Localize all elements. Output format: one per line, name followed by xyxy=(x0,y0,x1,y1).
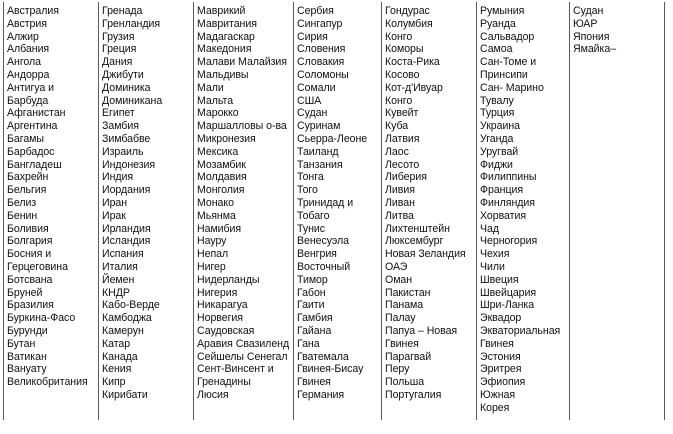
country-list-item: ОАЭ xyxy=(385,260,408,273)
country-list-item: Доминика xyxy=(102,81,151,94)
country-list-item: Папуа – Новая xyxy=(385,324,458,337)
country-list-item: Гайана xyxy=(297,324,332,337)
country-list-item: Гренада xyxy=(102,5,143,17)
country-list-item: Сингапур xyxy=(297,17,343,30)
country-list-item: Замбия xyxy=(102,120,139,133)
country-list-item: Сан- Марино xyxy=(480,81,544,94)
country-list-item: Мексика xyxy=(197,145,239,158)
country-list-item: Сент-Винсент и xyxy=(197,363,274,376)
country-list-item: Мозамбик xyxy=(197,158,246,171)
country-list-item: Тобаго xyxy=(297,209,330,222)
country-list-item: Восточный xyxy=(297,260,351,273)
country-list-item: Коморы xyxy=(385,43,424,56)
country-list-item: Польша xyxy=(385,376,425,389)
country-list-item: Италия xyxy=(102,260,138,273)
country-list-item: Эритрея xyxy=(480,363,522,376)
country-list-item: Суринам xyxy=(297,120,341,133)
country-list-item: Колумбия xyxy=(385,17,433,30)
country-list-item: Молдавия xyxy=(197,171,247,184)
country-list-item: Эфиопия xyxy=(480,376,526,389)
country-list-item: Германия xyxy=(297,388,345,401)
country-list-item: Бразилия xyxy=(7,299,54,312)
country-list-item: Ливан xyxy=(385,196,415,209)
country-list-item: Австрия xyxy=(7,17,47,30)
country-list-item: Гренадины xyxy=(197,376,251,389)
country-list-item: Мальта xyxy=(197,94,234,107)
country-list-item: Македония xyxy=(197,43,252,56)
country-list-item: Швейцария xyxy=(480,286,537,299)
country-list-item: Соломоны xyxy=(297,68,349,81)
country-list-item: Чад xyxy=(480,222,499,235)
country-list-item: Греция xyxy=(102,43,137,56)
country-list-item: Ирак xyxy=(102,209,126,222)
country-list-item: Новая Зеландия xyxy=(385,248,466,261)
country-list-item: КНДР xyxy=(102,286,130,299)
country-list-item: Литва xyxy=(385,209,414,222)
country-list-item: Австралия xyxy=(7,5,59,17)
country-list-item: Гватемала xyxy=(297,350,349,363)
country-list-item: Никарагуа xyxy=(197,299,248,312)
country-list-item: Словакия xyxy=(297,56,345,69)
country-column-1 xyxy=(4,2,99,420)
country-list-item: Джибути xyxy=(102,68,144,81)
country-list-item: Иран xyxy=(102,196,128,209)
country-list-item: Лаос xyxy=(385,145,409,158)
country-list-item: Аргентина xyxy=(7,120,58,133)
country-list-item: Судан xyxy=(573,5,604,17)
country-list-item: Люсия xyxy=(197,388,229,401)
country-list-item: Сербия xyxy=(297,5,334,17)
country-list-item: Бахрейн xyxy=(7,171,49,184)
country-list-item: Куба xyxy=(385,120,409,133)
country-list-item: Намибия xyxy=(197,222,242,235)
country-list-item: Исландия xyxy=(102,235,151,248)
country-list-item: Франция xyxy=(480,184,524,197)
country-list-item: Багамы xyxy=(7,132,44,145)
country-list-item: Монако xyxy=(197,196,234,209)
country-list-item: Израиль xyxy=(102,145,144,158)
country-list-item: Кабо-Верде xyxy=(102,299,160,312)
country-list-item: Гвинея xyxy=(480,337,514,350)
country-list-item: Гвинея xyxy=(297,376,331,389)
country-list-item: Косово xyxy=(385,68,420,81)
country-list-item: Андорра xyxy=(7,68,50,81)
country-list-item: Филиппины xyxy=(480,171,537,184)
country-list-item: Сомали xyxy=(297,81,336,94)
country-column-2 xyxy=(99,2,194,420)
country-list-item: Фиджи xyxy=(480,158,513,171)
country-list-item: Норвегия xyxy=(197,312,243,325)
country-list-item: Барбуда xyxy=(7,94,49,107)
country-list-item: Черногория xyxy=(480,235,538,248)
country-list-item: Великобритания xyxy=(7,376,88,389)
country-list-item: Уганда xyxy=(480,132,514,145)
country-list-item: Латвия xyxy=(385,132,420,145)
country-list-item: Перу xyxy=(385,363,410,376)
country-list-item: Зимбабве xyxy=(102,132,151,145)
country-list-item: Ангола xyxy=(7,56,41,69)
country-list-item: Иордания xyxy=(102,184,151,197)
country-list-item: Кипр xyxy=(102,376,126,389)
country-list-item: Дания xyxy=(102,56,133,69)
country-list-item: Люксембург xyxy=(385,235,444,248)
country-list-item: Ирландия xyxy=(102,222,151,235)
country-list-item: Гвинея-Бисау xyxy=(297,363,364,376)
country-list-item: Индонезия xyxy=(102,158,156,171)
country-list-item: Тимор xyxy=(297,273,328,286)
country-list-item: Кот-д'Ивуар xyxy=(385,81,443,94)
country-list-item: Хорватия xyxy=(480,209,527,222)
country-list-item: Ботсвана xyxy=(7,273,53,286)
country-list-item: Эквадор xyxy=(480,312,522,325)
country-list-item: Япония xyxy=(573,30,610,43)
country-list-item: Таиланд xyxy=(297,145,339,158)
country-list-item: Шри-Ланка xyxy=(480,299,535,312)
country-list-item: Бангладеш xyxy=(7,158,62,171)
country-list-item: Саудовская xyxy=(197,324,255,337)
country-list-item: Турция xyxy=(480,107,515,120)
country-list-item: Парагвай xyxy=(385,350,432,363)
country-list-item: Сьерра-Леоне xyxy=(297,132,368,145)
country-list-item: Панама xyxy=(385,299,424,312)
country-list-item: Индия xyxy=(102,171,134,184)
country-column-6 xyxy=(477,2,570,420)
country-column-3 xyxy=(194,2,294,420)
country-list-item: Аравия Свазиленд xyxy=(197,337,290,350)
country-list-item: Гамбия xyxy=(297,312,333,325)
country-list-item: Боливия xyxy=(7,222,49,235)
country-list-item: Йемен xyxy=(102,273,135,286)
country-list-item: Того xyxy=(297,184,318,197)
country-list-item: Лесото xyxy=(385,158,420,171)
country-list-item: Бурунди xyxy=(7,324,48,337)
country-list-item: Чили xyxy=(480,260,505,273)
country-list-item: Оман xyxy=(385,273,413,286)
country-list-item: Южная xyxy=(480,388,516,401)
country-list-item: Антигуа и xyxy=(7,81,55,94)
country-list-item: Албания xyxy=(7,43,50,56)
country-list-item: Кирибати xyxy=(102,388,148,401)
country-list-item: Танзания xyxy=(297,158,343,171)
country-list-item: Венгрия xyxy=(297,248,337,261)
country-list-item: Нигерия xyxy=(197,286,238,299)
country-list-item: Сан-Томе и xyxy=(480,56,537,69)
country-list-item: Палау xyxy=(385,312,416,325)
country-list-item: Принсипи xyxy=(480,68,528,81)
country-list-item: Словения xyxy=(297,43,346,56)
country-list-item: Камерун xyxy=(102,324,144,337)
country-list-item: Тонга xyxy=(297,171,324,184)
country-table xyxy=(3,2,665,420)
country-list-item: Науру xyxy=(197,235,227,248)
country-list-item: Испания xyxy=(102,248,144,261)
country-list-item: Буркина-Фасо xyxy=(7,312,76,325)
country-list-item: Египет xyxy=(102,107,135,120)
country-list-item: Мали xyxy=(197,81,224,94)
country-list-item: Алжир xyxy=(7,30,39,43)
country-list-item: Бельгия xyxy=(7,184,47,197)
country-list-item: Микронезия xyxy=(197,132,256,145)
country-list-item: Тувалу xyxy=(480,94,514,107)
country-list-item: Сейшелы Сенегал xyxy=(197,350,288,363)
country-list-item: Конго xyxy=(385,30,413,43)
country-list-item: Тунис xyxy=(297,222,325,235)
country-column-7 xyxy=(570,2,664,420)
country-list-item: Ливия xyxy=(385,184,415,197)
country-list-item: Маврикий xyxy=(197,5,246,17)
country-list-item: Маршалловы о-ва xyxy=(197,120,287,133)
country-list-item: Мавритания xyxy=(197,17,257,30)
country-list-item: Марокко xyxy=(197,107,239,120)
country-list-item: Уругвай xyxy=(480,145,519,158)
country-list-item: Босния и xyxy=(7,248,52,261)
country-list-item: Гренландия xyxy=(102,17,161,30)
country-list-item: Гондурас xyxy=(385,5,430,17)
country-list-item: Мьянма xyxy=(197,209,236,222)
country-list-item: Бруней xyxy=(7,286,43,299)
country-list-item: Румыния xyxy=(480,5,525,17)
country-list-item: Швеция xyxy=(480,273,519,286)
country-list-item: Украина xyxy=(480,120,520,133)
country-list-item: Конго xyxy=(385,94,413,107)
country-list-item: Белиз xyxy=(7,196,37,209)
country-list-item: Габон xyxy=(297,286,326,299)
country-list-item: Руанда xyxy=(480,17,516,30)
country-list-item: Гвинея xyxy=(385,337,419,350)
country-column-4 xyxy=(294,2,382,420)
country-list-item: Монголия xyxy=(197,184,245,197)
country-list-item: Судан xyxy=(297,107,328,120)
country-list-item: Малави Малайзия xyxy=(197,56,287,69)
country-list-item: Барбадос xyxy=(7,145,55,158)
country-list-item: Финляндия xyxy=(480,196,535,209)
country-list-item: Сирия xyxy=(297,30,328,43)
country-list-item: Пакистан xyxy=(385,286,431,299)
country-list-item: Доминикана xyxy=(102,94,163,107)
country-list-item: Нидерланды xyxy=(197,273,260,286)
country-list-item: Камбоджа xyxy=(102,312,152,325)
country-list-item: Чехия xyxy=(480,248,510,261)
country-list-item: Кения xyxy=(102,363,132,376)
country-list-item: Вануату xyxy=(7,363,47,376)
country-list-item: Мальдивы xyxy=(197,68,249,81)
country-list-item: Ямайка– xyxy=(573,43,617,56)
country-list-item: Бенин xyxy=(7,209,38,222)
country-list-item: Лихтенштейн xyxy=(385,222,450,235)
country-list-item: Коста-Рика xyxy=(385,56,440,69)
country-list-item: ЮАР xyxy=(573,17,598,30)
country-list-item: Гаити xyxy=(297,299,325,312)
country-list-item: Ватикан xyxy=(7,350,47,363)
country-list-item: Грузия xyxy=(102,30,135,43)
country-list-item: Экваториальная xyxy=(480,324,561,337)
country-list-item: Нигер xyxy=(197,260,226,273)
country-list-item: США xyxy=(297,94,322,107)
country-list-item: Бутан xyxy=(7,337,36,350)
country-list-item: Корея xyxy=(480,401,510,414)
country-list-item: Афганистан xyxy=(7,107,66,120)
country-list-item: Мадагаскар xyxy=(197,30,255,43)
country-list-item: Венесуэла xyxy=(297,235,349,248)
country-list-item: Эстония xyxy=(480,350,521,363)
country-list-item: Сальвадор xyxy=(480,30,535,43)
country-list-item: Либерия xyxy=(385,171,427,184)
country-list-item: Катар xyxy=(102,337,131,350)
country-list-item: Гана xyxy=(297,337,320,350)
country-list-item: Канада xyxy=(102,350,138,363)
country-list-item: Кувейт xyxy=(385,107,419,120)
country-list-item: Тринидад и xyxy=(297,196,354,209)
country-list-item: Болгария xyxy=(7,235,53,248)
country-list-item: Герцеговина xyxy=(7,260,68,273)
country-list-item: Непал xyxy=(197,248,229,261)
country-list-item: Португалия xyxy=(385,388,442,401)
country-list-item: Самоа xyxy=(480,43,513,56)
country-column-5 xyxy=(382,2,477,420)
